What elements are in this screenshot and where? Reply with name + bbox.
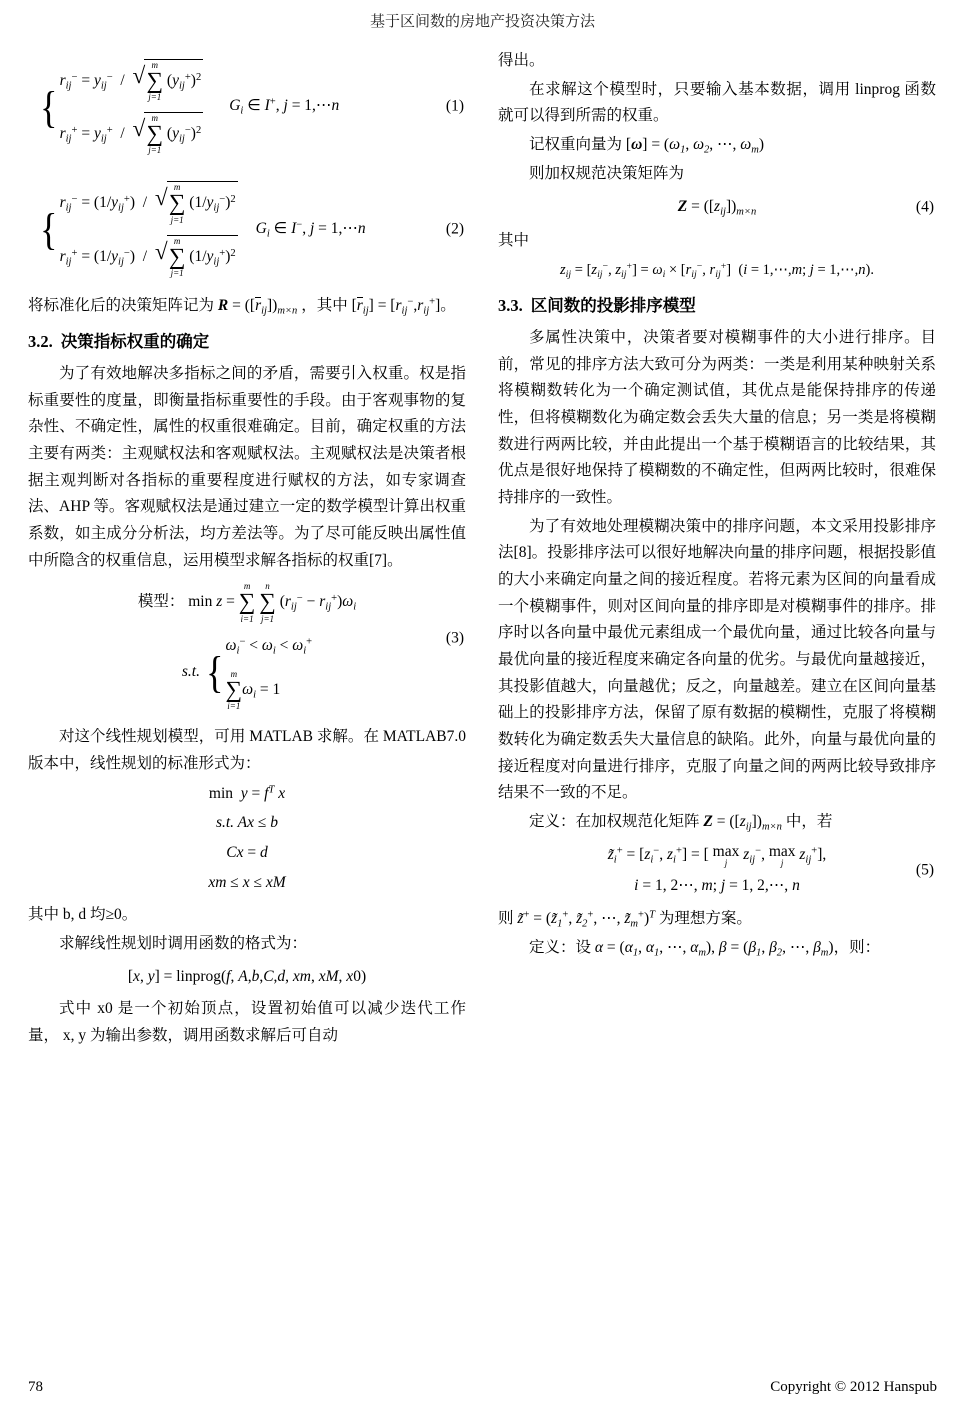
model-label: 模型： [137,593,185,611]
linprog-call-equation: [x, y] = linprog(f, A,b,C,d, xm, xM, x0) [127,967,367,985]
paragraph-matlab: 对这个线性规划模型，可用 MATLAB 求解。在 MATLAB7.0 版本中，线性规划的标准形式为： [28,728,466,772]
brace-icon: { [40,204,58,255]
left-column [28,48,466,1052]
equation-2: { $r_{ij}^- = (1/y_{ij}^+)$ / √ m ∑ j=1 $(1/y_{ij}^-)^2$ $r_{ij}^+ = (1/y_{ij}^-)$ / √ m ∑ j=1 $(1/y_{ij}^+)^2$ $G_i$ ∈ I−, j = 1,⋯n (2) [28,176,466,282]
paragraph-bd: 其中 b, d 均≥0。 [28,906,138,924]
paragraph-linprog-weights: 在求解这个模型时，只要输入基本数据，调用 linprog 函数就可以得到所需的权重。 [498,80,936,125]
equation-3-number: (3) [445,629,464,647]
paragraph-x0: 式中 x0 是一个初始顶点，设置初始值可以减少迭代工作量， x, y 为输出参数，调用函数求解后可自动 [28,1000,466,1044]
paragraph-projection-method: 为了有效地处理模糊决策中的排序问题，本文采用投影排序法[8]。投影排序法可以很好地解决向量的排序问题，根据投影值的大小来确定向量之间的接近程度。若将元素为区间的向量看成一个模糊事件，则对区间向量的排序即是对模糊事件的排序。排序时以各向量中最优元素组成一个最优向量，通过比较各向量与最优向量的接近程度来确定各向量的优劣。与最优向量越接近，其投影值越大，向量越优；反之，向量越差。建立在区间向量基础上的投影排序方法，保留了原有数据的模糊性，克服了将模糊数转化为确定数丢失大量信息的缺陷。此外，向量与最优向量的接近程度对向量进行排序，克服了向量之间的两两比较导致排序结果不一致的不足。 [498,517,936,802]
equation-z-definition: $z_{ij} = [z_{ij}^-$, $z_{ij}^+] = \omega_i \times [r_{ij}^-$, $r_{ij}^+$] (i = 1,⋯,m; j = 1,⋯,n). [560,261,874,281]
brace-icon: { [40,81,58,132]
page-number: 78 [28,1379,43,1395]
equation-1-number: (1) [445,97,464,115]
paragraph-definition-2: 定义：设 $\alpha = (\alpha_1$, $\alpha_1$, ⋯, $\alpha_m$), $\beta = (\beta_1$, $\beta_2$, ⋯, $\beta_m$)，则： [529,939,881,959]
running-header: 基于区间数的房地产投资决策方法 [369,14,595,30]
lp-standard-form-line-2: s.t. Ax ≤ b [215,814,279,832]
section-title: 区间数的投影排序模型 [530,296,696,316]
equation-1: { $r_{ij}^- = y_{ij}^-$ / √ m ∑ j=1 $(y_{ij}^+)^2$ $r_{ij}^+ = y_{ij}^+$ / √ m ∑ j=1 $(y_{ij}^-)^2$ $G_i$ ∈ I+, j = 1,⋯n (1) [28,54,466,160]
paragraph-definition-1: 定义：在加权规范化矩阵 $Z = ([z_{ij}])_{m\times n}$ 中，若 [529,812,833,833]
lp-standard-form-line-1: $\min y = f^T$ x [208,784,286,802]
section-heading-3-2 [28,330,466,355]
lp-standard-form-line-3: Cx = d [226,843,268,861]
paragraph-after-eq2: 将标准化后的决策矩阵记为 $R = ([r_{ij}])_{m\times n}$ ，其中 $[r_{ij}] = [r_{ij}^-,r_{ij}^+]$。 [28,296,456,317]
equation-5-line-1: $z̃_i^+ = [z_i^-$, $z_i^+$] = [ max j $z_{ij}^-$, max j $z_{ij}^+$], [607,842,827,869]
paragraph-weight-vector: 记权重向量为 $[\omega] = (\omega_1$, $\omega_2$, ⋯, $\omega_m$) [529,135,765,156]
paragraph-where: 其中 [498,231,530,249]
lp-standard-form-line-4: xm ≤ x ≤ xM [208,873,286,891]
copyright-notice: Copyright © 2012 Hanspub [770,1379,937,1395]
section-title: 决策指标权重的确定 [60,332,210,352]
section-heading-3-3 [498,294,936,319]
equation-5 [498,842,936,899]
equation-5-line-2: i = 1, 2⋯, m; j = 1, 2,⋯, n [634,876,800,894]
section-number: 3.3. [498,296,523,316]
equation-4-number: (4) [915,198,934,216]
equation-2-number: (2) [445,220,464,238]
paragraph-weighted-matrix: 则加权规范决策矩阵为 [529,165,685,183]
paragraph-continued: 得出。 [498,52,545,69]
brace-icon: { [206,646,224,697]
paragraph-ranking-methods: 多属性决策中，决策者要对模糊事件的大小进行排序。目前，常见的排序方法大致可分为两类：一类是利用某种映射关系将模糊数转化为一个确定测试值，其优点是能保持排序的传递性，但将模糊数化为确定数会丢失大量的信息；另一类是将模糊数进行两两比较，并由此提出一个基于模糊语言的比较结果，其优点是很好地保持了模糊数的不确定性，但两两比较时，很难保持排序的一致性。 [498,329,936,507]
section-number: 3.2. [28,332,53,352]
equation-4: $Z = ([z_{ij}])_{m\times n}$ (4) [498,194,936,222]
paragraph-weight-determination: 为了有效地解决多指标之间的矛盾，需要引入权重。权是指标重要性的度量，即衡量指标重要性的手段。由于客观事物的复杂性、不确定性，属性的权重很难确定。目前，确定权重的方法主要有两类：主观赋权法和客观赋权法。主观赋权法是决策者根据主观判断对各指标的重要程度进行赋权的方法，如专家调查法、AHP 等。客观赋权法是通过建立一定的数学模型计算出权重系数，如主成分分析法，均方差法等。为了尽可能反映出属性值中所隐含的权重信息，运用模型求解各指标的权重[7]。 [28,365,466,569]
paragraph-ideal-solution: 则 z̃+ = ($z̃_1^+$, $z̃_2^+$, ⋯, $z̃_m^+)^T$ 为理想方案。 [498,909,752,929]
model-block: 模型： min z = m ∑ i=1 n ∑ j=1 $(r_{ij}^- - r_{ij}^+)\omega_i$ s.t. { $\omega_i^- < \omega_i < \omega_i^+$ m ∑ i=1 $\omega_i = 1$ (3) [137,581,464,712]
right-column [498,48,936,965]
equation-5-number: (5) [915,861,934,879]
paragraph-linprog-format: 求解线性规划时调用函数的格式为： [59,934,308,952]
